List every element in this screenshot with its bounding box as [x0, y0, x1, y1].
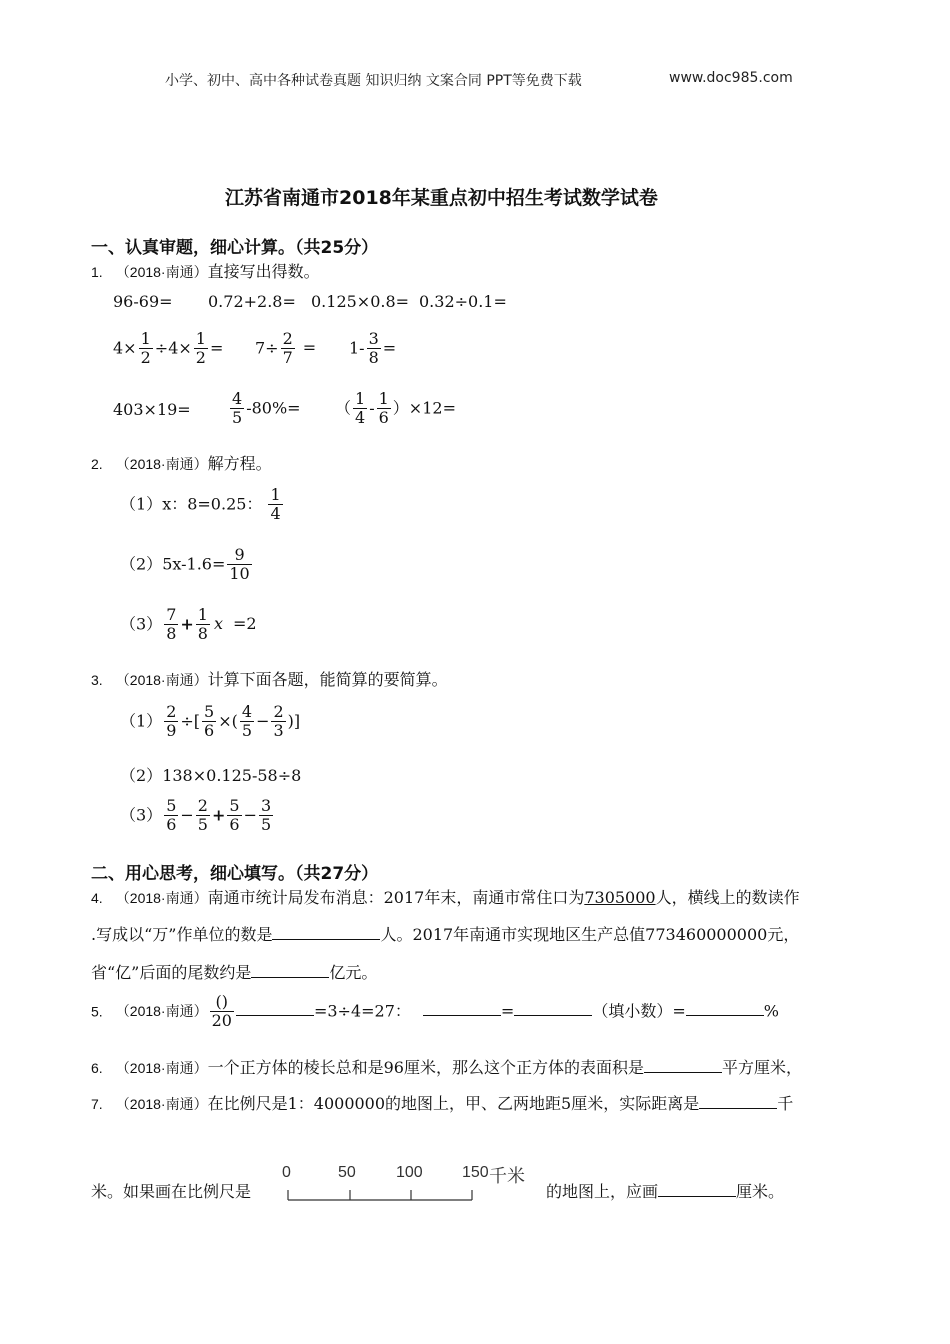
- question-text: 南通市统计局发布消息：2017年末，南通市常住口为: [207, 888, 585, 907]
- question-1-header: [91, 259, 320, 282]
- answer-blank[interactable]: [644, 1057, 722, 1073]
- question-text: 的地图上，应画: [546, 1182, 659, 1201]
- q1-row2-item-a: [113, 330, 223, 368]
- question-number: 1.: [91, 264, 103, 280]
- answer-blank[interactable]: [686, 1000, 764, 1016]
- question-5: [91, 993, 779, 1031]
- fraction: $\frac{()}{20}$: [211, 992, 232, 1031]
- answer-blank[interactable]: [699, 1093, 777, 1109]
- question-text: 平方厘米，: [721, 1058, 802, 1077]
- expr-text: −: [243, 805, 257, 825]
- question-text: 计算下面各题，能简算的要简算。: [207, 670, 448, 689]
- header-left-text: 小学、初中、高中各种试卷真题 知识归纳 文案合同 PPT等免费下载: [165, 73, 582, 89]
- q3-part-1: [120, 703, 300, 741]
- expr-text: −: [180, 805, 194, 825]
- page-title: 江苏省南通市2018年某重点初中招生考试数学试卷: [225, 187, 658, 209]
- part-label: （3）: [120, 614, 163, 634]
- section-one-heading: 一、认真审题，细心计算。（共25分）: [91, 238, 379, 258]
- expr-text: =: [209, 338, 224, 358]
- fraction: $\frac{5}{6}$: [229, 796, 240, 835]
- question-text: 直接写出得数。: [207, 262, 320, 281]
- part-label: （3）: [120, 805, 163, 825]
- answer-blank[interactable]: [236, 1000, 314, 1016]
- scale-tick-label: 0: [282, 1164, 291, 1181]
- question-text: （填小数）=: [592, 1001, 686, 1021]
- q1-item: 0.125×0.8=: [311, 292, 410, 311]
- question-source: （2018·南通）: [115, 264, 208, 280]
- expr-text: =: [382, 338, 397, 358]
- fraction: $\frac{1}{4}$: [270, 485, 281, 524]
- fraction: $\frac{1}{2}$: [195, 329, 206, 368]
- q3-part-2: [120, 763, 301, 786]
- part-label: （1）: [120, 494, 163, 514]
- scale-unit-label: 千米: [489, 1166, 525, 1186]
- q2-part-1: [120, 486, 285, 524]
- fraction: $\frac{1}{8}$: [197, 605, 208, 644]
- expr-text: -: [369, 398, 375, 418]
- question-number: 6.: [91, 1060, 103, 1076]
- fraction: $\frac{2}{7}$: [282, 329, 293, 368]
- question-source: （2018·南通）: [115, 456, 208, 472]
- answer-blank[interactable]: [251, 962, 329, 978]
- q1-item: 96-69=: [113, 292, 173, 311]
- underlined-number: 7305000: [584, 888, 656, 907]
- question-text: .写成以“万”作单位的数是: [91, 925, 273, 944]
- q1-row3-item-c: [335, 390, 456, 428]
- question-text: 厘米。: [736, 1182, 785, 1201]
- scale-tick-label: 150: [462, 1164, 489, 1181]
- q1-row2-item-c: [349, 330, 396, 368]
- expr-text: ÷[: [180, 711, 201, 731]
- answer-blank[interactable]: [423, 1000, 501, 1016]
- question-source: （2018·南通）: [115, 1096, 208, 1112]
- expr-text: 4×: [113, 338, 137, 358]
- fraction: $\frac{2}{9}$: [166, 702, 177, 741]
- question-source: （2018·南通）: [115, 1060, 208, 1076]
- expr-text: 7÷: [255, 338, 279, 358]
- question-text: 解方程。: [207, 454, 272, 473]
- fraction: $\frac{2}{3}$: [273, 702, 284, 741]
- scale-tick-label: 50: [338, 1164, 356, 1181]
- fraction: $\frac{3}{5}$: [260, 796, 272, 835]
- expr-text: =: [302, 338, 317, 358]
- question-text: =: [500, 1001, 515, 1021]
- question-source: （2018·南通）: [115, 672, 208, 688]
- fraction: $\frac{1}{6}$: [378, 389, 389, 428]
- scale-bar: [282, 1164, 532, 1208]
- expr-text: （: [335, 398, 352, 418]
- fraction: $\frac{7}{8}$: [166, 605, 177, 644]
- fraction: $\frac{4}{5}$: [232, 389, 243, 428]
- expr-text: x：8=0.25：: [162, 494, 263, 514]
- variable-x: x: [213, 614, 223, 634]
- question-2-header: [91, 451, 272, 474]
- question-text: 人，横线上的数读作: [655, 888, 800, 907]
- part-label: （2）: [120, 554, 163, 574]
- question-4-line-3: [91, 960, 377, 983]
- scale-tick-label: 100: [396, 1164, 423, 1181]
- expr-text: -80%=: [246, 398, 301, 418]
- q2-part-2: [120, 546, 254, 584]
- question-text: 在比例尺是1：4000000的地图上，甲、乙两地距5厘米，实际距离是: [207, 1094, 700, 1113]
- fraction: $\frac{5}{6}$: [166, 796, 177, 835]
- part-label: （1）: [120, 711, 163, 731]
- question-text: 亿元。: [329, 963, 378, 982]
- expr-text: )]: [287, 711, 301, 731]
- expr-text: −: [256, 711, 270, 731]
- question-number: 3.: [91, 672, 103, 688]
- question-source: （2018·南通）: [115, 890, 208, 906]
- q2-part-3: [120, 606, 257, 644]
- question-text: 人。2017年南通市实现地区生产总值773460000000元，: [380, 925, 800, 944]
- question-source: （2018·南通）: [115, 1003, 208, 1020]
- fraction: $\frac{1}{4}$: [355, 389, 366, 428]
- expr-text: 138×0.125-58÷8: [162, 766, 302, 785]
- q1-row3-item-b: [228, 390, 301, 428]
- expr-text: =2: [233, 614, 257, 634]
- question-6: [91, 1055, 802, 1078]
- question-7-line-2-b: [546, 1179, 784, 1202]
- q1-item: 0.72+2.8=: [208, 292, 296, 311]
- fraction: $\frac{9}{10}$: [229, 545, 250, 584]
- section-two-heading: 二、用心思考，细心填写。（共27分）: [91, 864, 379, 884]
- question-number: 7.: [91, 1096, 103, 1112]
- header-url: www.doc985.com: [669, 70, 793, 86]
- expr-text: 5x-1.6=: [162, 554, 226, 574]
- fraction: $\frac{2}{5}$: [197, 796, 208, 835]
- expr-text: 1-: [349, 338, 365, 358]
- question-4-line-2: [91, 922, 799, 945]
- question-text: %: [763, 1001, 779, 1021]
- answer-blank[interactable]: [272, 924, 380, 940]
- fraction: $\frac{3}{8}$: [368, 329, 379, 368]
- fraction: $\frac{5}{6}$: [204, 702, 215, 741]
- question-7-line-1: [91, 1091, 793, 1114]
- answer-blank[interactable]: [658, 1181, 736, 1197]
- question-number: 4.: [91, 890, 103, 906]
- question-4-line-1: [91, 885, 800, 908]
- question-3-header: [91, 667, 448, 690]
- expr-text: ÷4×: [154, 338, 192, 358]
- question-text: 一个正方体的棱长总和是96厘米，那么这个正方体的表面积是: [207, 1058, 644, 1077]
- q1-row2-item-b: [255, 330, 316, 368]
- question-number: 2.: [91, 456, 103, 472]
- q3-part-3: [120, 797, 275, 835]
- fraction: $\frac{1}{2}$: [140, 329, 151, 368]
- question-text: 千: [777, 1094, 794, 1113]
- q1-item: 0.32÷0.1=: [419, 292, 507, 311]
- fraction: $\frac{4}{5}$: [241, 702, 253, 741]
- answer-blank[interactable]: [514, 1000, 592, 1016]
- expr-text: +: [211, 805, 226, 825]
- expr-text: ×(: [218, 711, 238, 731]
- question-text: 省“亿”后面的尾数约是: [91, 963, 252, 982]
- expr-text: ）×12=: [392, 398, 456, 418]
- question-number: 5.: [91, 1003, 103, 1020]
- part-label: （2）: [120, 766, 163, 785]
- question-7-line-2-a: 米。如果画在比例尺是: [91, 1182, 252, 1201]
- q1-row3-item-a: 403×19=: [113, 400, 191, 419]
- question-text: =3÷4=27：: [313, 1001, 411, 1021]
- expr-text: +: [180, 614, 194, 634]
- scale-line: [282, 1184, 482, 1204]
